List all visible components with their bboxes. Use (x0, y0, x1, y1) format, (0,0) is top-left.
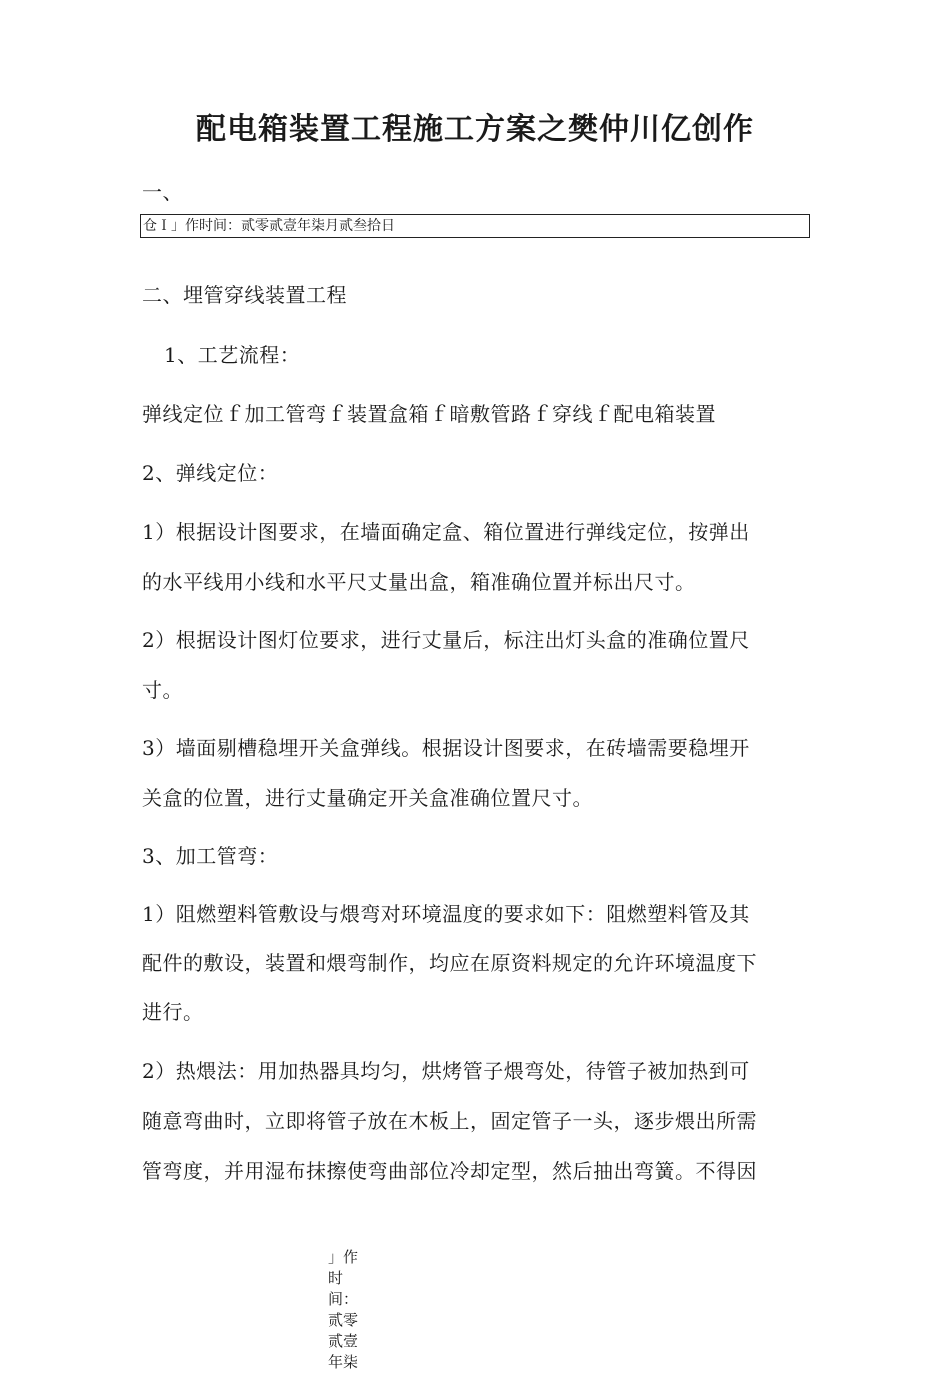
work-time-box: 仓Ｉ」作时间：贰零贰壹年柒月贰叁拾日 (140, 214, 810, 238)
process-flow-heading: 1、工艺流程： (164, 343, 301, 367)
paragraph-line: 2）根据设计图灯位要求，进行丈量后，标注出灯头盒的准确位置尺 (142, 628, 750, 652)
bending-heading: 3、加工管弯： (142, 844, 279, 868)
paragraph-line: 2）热煨法：用加热器具均匀，烘烤管子煨弯处，待管子被加热到可 (142, 1059, 750, 1083)
marking-heading: 2、弹线定位： (142, 461, 279, 485)
section-one-heading: 一、 (142, 180, 183, 204)
paragraph-line: 的水平线用小线和水平尺丈量出盒，箱准确位置并标出尺寸。 (142, 570, 696, 594)
footer-time-fragment: 」作时间：贰零贰壹年柒 (328, 1248, 359, 1371)
paragraph-line: 管弯度，并用湿布抹擦使弯曲部位冷却定型，然后抽出弯簧。不得因 (142, 1159, 757, 1183)
process-flow-steps: 弹线定位ｆ加工管弯ｆ装置盒箱ｆ暗敷管路ｆ穿线ｆ配电箱装置 (142, 402, 716, 426)
paragraph-line: 3）墙面剔槽稳埋开关盒弹线。根据设计图要求，在砖墙需要稳埋开 (142, 736, 750, 760)
paragraph-line: 随意弯曲时，立即将管子放在木板上，固定管子一头，逐步煨出所需 (142, 1109, 757, 1133)
paragraph-line: 1）阻燃塑料管敷设与煨弯对环境温度的要求如下：阻燃塑料管及其 (142, 902, 750, 926)
paragraph-line: 寸。 (142, 678, 183, 702)
document-title: 配电箱装置工程施工方案之樊仲川亿创作 (196, 112, 754, 147)
paragraph-line: 1）根据设计图要求，在墙面确定盒、箱位置进行弹线定位，按弹出 (142, 520, 750, 544)
paragraph-line: 进行。 (142, 1000, 204, 1024)
paragraph-line: 关盒的位置，进行丈量确定开关盒准确位置尺寸。 (142, 786, 593, 810)
section-two-heading: 二、埋管穿线装置工程 (142, 283, 347, 307)
paragraph-line: 配件的敷设，装置和煨弯制作，均应在原资料规定的允许环境温度下 (142, 951, 757, 975)
